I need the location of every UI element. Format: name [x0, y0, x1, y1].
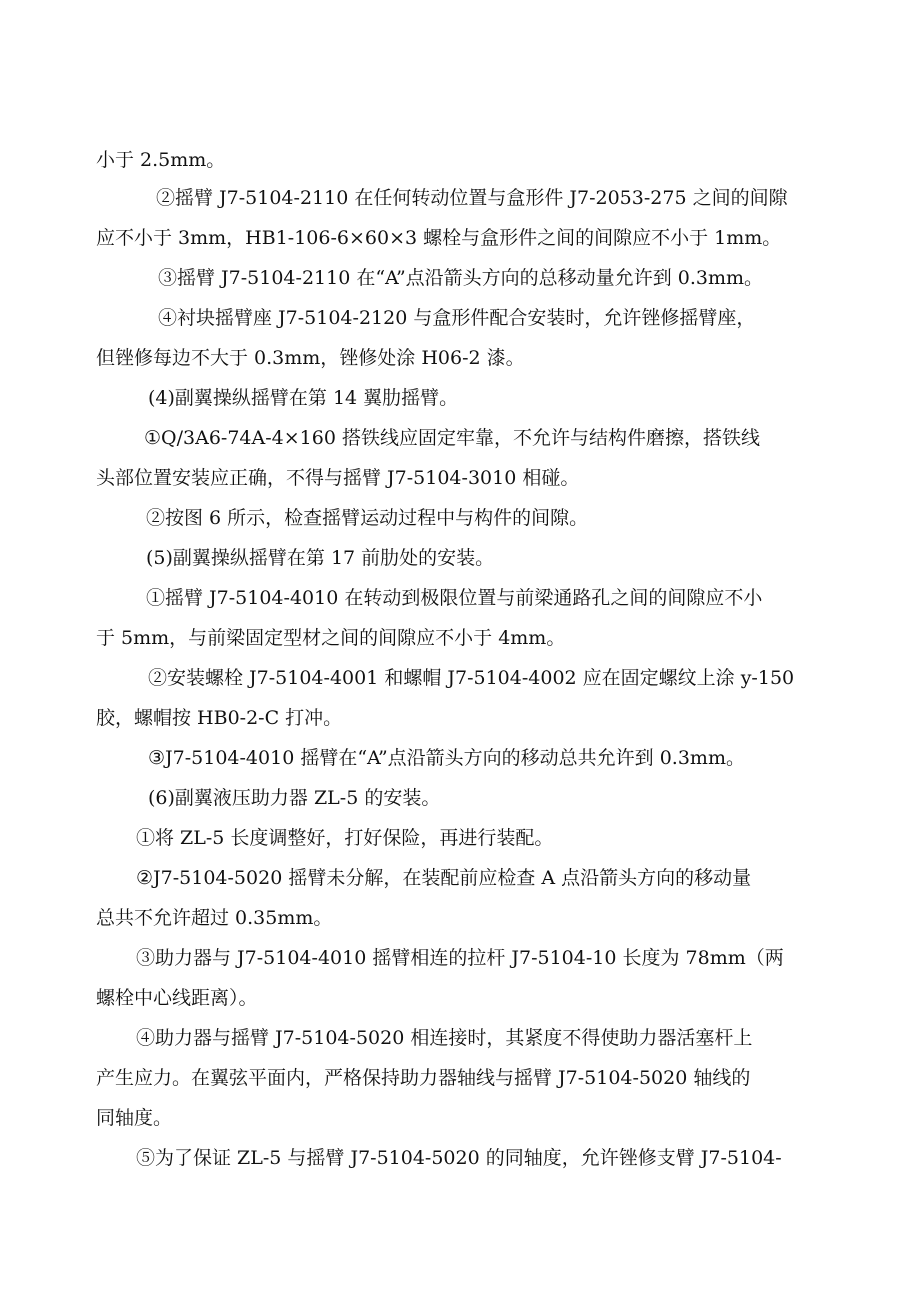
paragraph-15 [96, 938, 828, 1018]
text-line: ③J7-5104-4010 摇臂在“A”点沿箭头方向的移动总共允许到 0.3mm。 [148, 747, 745, 769]
paragraph-10 [96, 658, 828, 738]
text-line: ③摇臂 J7-5104-2110 在“A”点沿箭头方向的总移动量允许到 0.3mm。 [158, 267, 763, 289]
text-line: 但锉修每边不大于 0.3mm，锉修处涂 H06-2 漆。 [96, 347, 525, 369]
paragraph-12 [96, 778, 828, 818]
text-line: ①将 ZL-5 长度调整好，打好保险，再进行装配。 [136, 827, 554, 849]
text-line: 于 5mm，与前梁固定型材之间的间隙应不小于 4mm。 [96, 627, 566, 649]
text-line: 总共不允许超过 0.35mm。 [96, 907, 333, 929]
text-line: 头部位置安装应正确，不得与摇臂 J7-5104-3010 相碰。 [96, 467, 580, 489]
text-line: ②摇臂 J7-5104-2110 在任何转动位置与盒形件 J7-2053-275 之间的间隙 [156, 187, 788, 209]
paragraph-17 [96, 1138, 828, 1178]
text-line: (4)副翼操纵摇臂在第 14 翼肋摇臂。 [148, 387, 459, 409]
text-line: (6)副翼液压助力器 ZL-5 的安装。 [148, 787, 441, 809]
paragraph-5 [96, 378, 828, 418]
text-line: ②按图 6 所示，检查摇臂运动过程中与构件的间隙。 [146, 507, 589, 529]
text-line: (5)副翼操纵摇臂在第 17 前肋处的安装。 [146, 547, 495, 569]
paragraph-6 [96, 418, 828, 498]
paragraph-14 [96, 858, 828, 938]
paragraph-11 [96, 738, 828, 778]
text-line: ①Q/3A6-74A-4×160 搭铁线应固定牢靠，不允许与结构件磨擦，搭铁线 [144, 427, 760, 449]
text-line: 胶，螺帽按 HB0-2-C 打冲。 [96, 707, 343, 729]
paragraph-16 [96, 1018, 828, 1138]
text-line: 小于 2.5mm。 [96, 149, 226, 171]
text-line: ④衬块摇臂座 J7-5104-2120 与盒形件配合安装时，允许锉修摇臂座， [158, 307, 756, 329]
paragraph-3 [96, 258, 828, 298]
text-line: ②J7-5104-5020 摇臂未分解，在装配前应检查 A 点沿箭头方向的移动量 [136, 867, 752, 889]
text-line: ②安装螺栓 J7-5104-4001 和螺帽 J7-5104-4002 应在固定螺纹上涂 y-150 [148, 667, 795, 689]
paragraph-4 [96, 298, 828, 378]
paragraph-2 [96, 178, 828, 258]
text-line: ③助力器与 J7-5104-4010 摇臂相连的拉杆 J7-5104-10 长度为 78mm（两 [136, 947, 784, 969]
text-line: ⑤为了保证 ZL-5 与摇臂 J7-5104-5020 的同轴度，允许锉修支臂 J7-5104- [136, 1147, 782, 1169]
paragraph-8 [96, 538, 828, 578]
paragraph-13 [96, 818, 828, 858]
text-line: ①摇臂 J7-5104-4010 在转动到极限位置与前梁通路孔之间的间隙应不小 [146, 587, 763, 609]
paragraph-9 [96, 578, 828, 658]
text-line: 同轴度。 [96, 1107, 173, 1129]
text-line: 应不小于 3mm，HB1-106-6×60×3 螺栓与盒形件之间的间隙应不小于 1mm。 [96, 227, 782, 249]
text-line: 螺栓中心线距离）。 [96, 987, 258, 1009]
text-line: 产生应力。在翼弦平面内，严格保持助力器轴线与摇臂 J7-5104-5020 轴线的 [96, 1067, 751, 1089]
paragraph-1 [96, 140, 828, 180]
text-line: ④助力器与摇臂 J7-5104-5020 相连接时，其紧度不得使助力器活塞杆上 [136, 1027, 753, 1049]
paragraph-7 [96, 498, 828, 538]
